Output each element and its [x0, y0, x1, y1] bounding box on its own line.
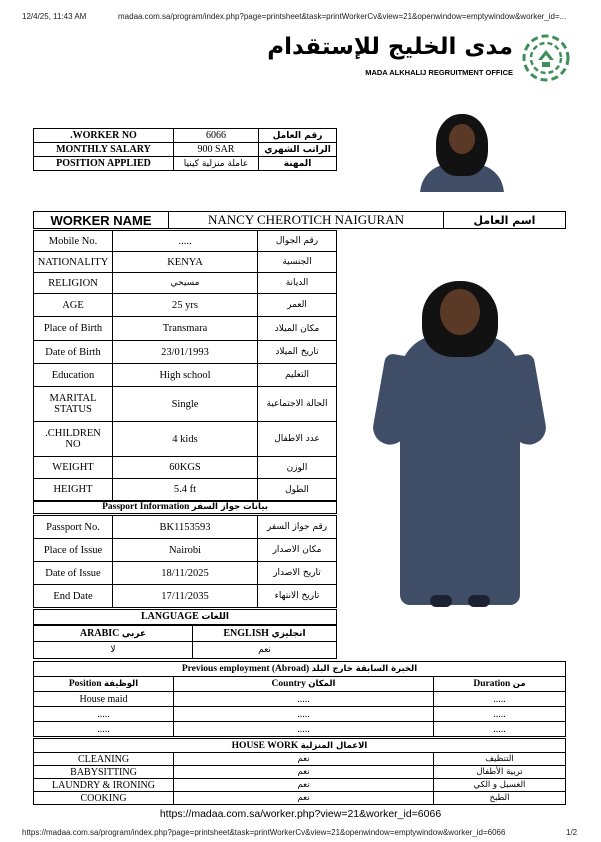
language-table [33, 625, 337, 659]
personal-value: High school [113, 364, 258, 387]
housework-task-ar: الطبخ [434, 792, 566, 805]
personal-row [34, 457, 337, 479]
personal-row [34, 252, 337, 273]
personal-label: Education [34, 364, 113, 387]
employment-duration: ..... [434, 722, 566, 737]
employment-duration: ..... [434, 692, 566, 707]
housework-task-ar: الغسيل و الكي [434, 779, 566, 792]
employment-duration: ..... [434, 707, 566, 722]
language-english-en: ENGLISH [223, 628, 269, 639]
company-logo [267, 32, 575, 82]
worker-name-label-ar: اسم العامل [444, 212, 566, 229]
personal-label: RELIGION [34, 273, 113, 294]
personal-label-ar: الحالة الاجتماعية [258, 387, 337, 422]
personal-label: Mobile No. [34, 231, 113, 252]
worker-name-table [33, 211, 566, 229]
passport-value: BK1153593 [113, 516, 258, 539]
worker-name-value: NANCY CHEROTICH NAIGURAN [169, 212, 444, 229]
personal-label: Date of Birth [34, 341, 113, 364]
worker-profile-link[interactable]: https://madaa.com.sa/worker.php?view=21&worker_id=6066 [159, 808, 442, 820]
summary-label: MONTHLY SALARY [34, 143, 174, 157]
personal-label-ar: رقم الجوال [258, 231, 337, 252]
personal-label-ar: الوزن [258, 457, 337, 479]
employment-col-duration-en: Duration [473, 679, 511, 689]
summary-row [34, 143, 337, 157]
employment-table [33, 661, 566, 737]
personal-label-ar: الطول [258, 479, 337, 501]
summary-label: POSITION APPLIED [34, 157, 174, 171]
passport-label: Date of Issue [34, 562, 113, 585]
housework-row [34, 792, 566, 805]
personal-label-ar: تاريخ الميلاد [258, 341, 337, 364]
passport-label-ar: تاريخ الاصدار [258, 562, 337, 585]
employment-title-ar: الخبرة السابقة خارج البلد [311, 664, 418, 674]
passport-row [34, 516, 337, 539]
passport-label-ar: مكان الاصدار [258, 539, 337, 562]
employment-position: ..... [34, 707, 174, 722]
worker-name-label: WORKER NAME [34, 212, 169, 229]
housework-task-ar: التنظيف [434, 753, 566, 766]
passport-row [34, 562, 337, 585]
employment-col-country [174, 677, 434, 692]
housework-title-ar: الاعمال المنزلية [300, 740, 368, 751]
passport-title-en: Passport Information [102, 502, 190, 512]
housework-value: نعم [174, 753, 434, 766]
personal-value: مسيحي [113, 273, 258, 294]
personal-label: Place of Birth [34, 317, 113, 341]
passport-row [34, 539, 337, 562]
employment-col-position-ar: الوظيفة [103, 679, 139, 689]
employment-col-position [34, 677, 174, 692]
housework-row [34, 753, 566, 766]
passport-label-ar: تاريخ الانتهاء [258, 585, 337, 608]
summary-value: عاملة منزلية كينيا [174, 157, 259, 171]
housework-task: COOKING [34, 792, 174, 805]
print-datetime: 12/4/25, 11:43 AM [22, 12, 87, 21]
logo-arabic-text: مدى الخليج للإستقدام [267, 34, 513, 60]
personal-row [34, 341, 337, 364]
worker-portrait-photo [412, 112, 512, 192]
passport-title-ar: بيانات جواز السفر [191, 502, 268, 512]
employment-position: ..... [34, 722, 174, 737]
personal-label: WEIGHT [34, 457, 113, 479]
passport-label-ar: رقم جواز السفر [258, 516, 337, 539]
employment-col-country-ar: المكان [308, 679, 336, 689]
employment-col-duration-ar: من [512, 679, 526, 689]
employment-section-title [34, 662, 566, 677]
personal-info-table [33, 230, 337, 501]
personal-label: HEIGHT [34, 479, 113, 501]
personal-row [34, 317, 337, 341]
personal-value: 60KGS [113, 457, 258, 479]
passport-label: Place of Issue [34, 539, 113, 562]
summary-value: 900 SAR [174, 143, 259, 157]
personal-label-ar: عدد الاطفال [258, 422, 337, 457]
summary-row [34, 157, 337, 171]
personal-label-ar: مكان الميلاد [258, 317, 337, 341]
personal-label-ar: الديانة [258, 273, 337, 294]
employment-country: ..... [174, 722, 434, 737]
personal-row [34, 231, 337, 252]
language-title-en: LANGUAGE [141, 611, 199, 622]
employment-row [34, 692, 566, 707]
passport-label: Passport No. [34, 516, 113, 539]
employment-country: ..... [174, 707, 434, 722]
housework-value: نعم [174, 766, 434, 779]
personal-value: ..... [113, 231, 258, 252]
summary-label-ar: المهنة [259, 157, 337, 171]
personal-label: AGE [34, 294, 113, 317]
summary-row [34, 129, 337, 143]
personal-label-ar: العمر [258, 294, 337, 317]
worker-full-body-photo [372, 275, 547, 620]
housework-row [34, 766, 566, 779]
housework-task-ar: تربية الأطفال [434, 766, 566, 779]
language-arabic-value: لا [34, 642, 193, 659]
employment-title-en: Previous employment (Abroad) [181, 664, 310, 674]
logo-emblem-icon [518, 32, 574, 84]
personal-label-ar: التعليم [258, 364, 337, 387]
language-arabic-header [34, 626, 193, 642]
personal-label-ar: الجنسية [258, 252, 337, 273]
language-arabic-ar: عربي [121, 629, 147, 639]
personal-label: .CHILDREN NO [34, 422, 113, 457]
summary-table [33, 128, 337, 171]
employment-position: House maid [34, 692, 174, 707]
employment-row [34, 722, 566, 737]
personal-label: NATIONALITY [34, 252, 113, 273]
personal-label: MARITAL STATUS [34, 387, 113, 422]
print-page-url: madaa.com.sa/program/index.php?page=printsheet&task=printWorkerCv&view=21&openwindow=emptywindow&worker_id=... [118, 12, 567, 21]
personal-row [34, 479, 337, 501]
personal-value: Single [113, 387, 258, 422]
personal-value: 23/01/1993 [113, 341, 258, 364]
personal-row [34, 364, 337, 387]
passport-value: Nairobi [113, 539, 258, 562]
housework-value: نعم [174, 779, 434, 792]
summary-value: 6066 [174, 129, 259, 143]
personal-value: 25 yrs [113, 294, 258, 317]
housework-title-en: HOUSE WORK [231, 740, 299, 751]
employment-col-country-en: Country [271, 679, 306, 689]
summary-label: .WORKER NO [34, 129, 174, 143]
personal-row [34, 294, 337, 317]
passport-value: 17/11/2035 [113, 585, 258, 608]
personal-row [34, 387, 337, 422]
housework-value: نعم [174, 792, 434, 805]
employment-col-duration [434, 677, 566, 692]
language-title-ar: اللغات [201, 612, 229, 622]
passport-row [34, 585, 337, 608]
language-english-header [193, 626, 337, 642]
passport-value: 18/11/2025 [113, 562, 258, 585]
housework-task: LAUNDRY & IRONING [34, 779, 174, 792]
print-footer-url: https://madaa.com.sa/program/index.php?page=printsheet&task=printWorkerCv&view=21&openwindow=emptywindow&worker_id=6066 [22, 828, 506, 837]
language-section-title [33, 609, 337, 625]
employment-country: ..... [174, 692, 434, 707]
housework-task: BABYSITTING [34, 766, 174, 779]
passport-table [33, 515, 337, 608]
print-page-number: 1/2 [566, 828, 578, 837]
personal-row [34, 273, 337, 294]
employment-col-position-en: Position [68, 679, 102, 689]
logo-english-text: MADA ALKHALIJ REGRUITMENT OFFICE [365, 68, 513, 77]
housework-task: CLEANING [34, 753, 174, 766]
personal-value: Transmara [113, 317, 258, 341]
housework-section-title [34, 739, 566, 753]
summary-label-ar: رقم العامل [259, 129, 337, 143]
personal-row [34, 422, 337, 457]
language-english-value: نعم [193, 642, 337, 659]
summary-label-ar: الراتب الشهري [259, 143, 337, 157]
language-arabic-en: ARABIC [79, 628, 120, 639]
housework-row [34, 779, 566, 792]
passport-section-title [33, 501, 337, 514]
personal-value: 4 kids [113, 422, 258, 457]
language-english-ar: انجليزي [271, 629, 306, 639]
passport-label: End Date [34, 585, 113, 608]
employment-row [34, 707, 566, 722]
personal-value: KENYA [113, 252, 258, 273]
housework-table [33, 738, 566, 805]
personal-value: 5.4 ft [113, 479, 258, 501]
